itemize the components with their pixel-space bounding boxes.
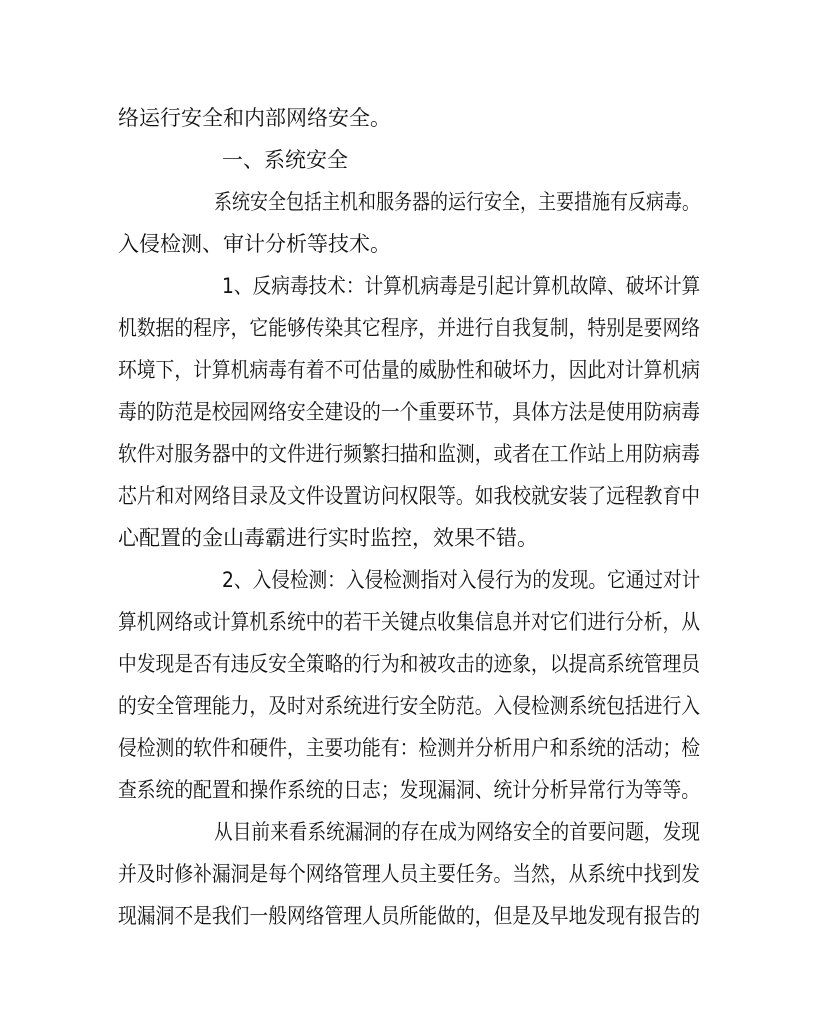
paragraph-line: 软件对服务器中的文件进行频繁扫描和监测，或者在工作站上用防病毒 (118, 442, 700, 466)
paragraph-line: 1、反病毒技术：计算机病毒是引起计算机故障、破坏计算 (222, 274, 701, 298)
section-heading: 一、系统安全 (222, 148, 348, 172)
paragraph-line: 机数据的程序，它能够传染其它程序，并进行自我复制，特别是要网络 (118, 316, 700, 340)
paragraph-line: 芯片和对网络目录及文件设置访问权限等。如我校就安装了远程教育中 (118, 484, 700, 508)
paragraph-line: 并及时修补漏洞是每个网络管理人员主要任务。当然，从系统中找到发 (118, 862, 700, 886)
paragraph-line: 环境下，计算机病毒有着不可估量的威胁性和破坏力，因此对计算机病 (118, 358, 700, 382)
paragraph-line: 入侵检测、审计分析等技术。 (118, 232, 391, 256)
paragraph-line: 毒的防范是校园网络安全建设的一个重要环节，具体方法是使用防病毒 (118, 400, 700, 424)
paragraph-line: 的安全管理能力，及时对系统进行安全防范。入侵检测系统包括进行入 (118, 694, 700, 718)
paragraph-line: 心配置的金山毒霸进行实时监控，效果不错。 (118, 526, 538, 550)
paragraph-line: 侵检测的软件和硬件，主要功能有：检测并分析用户和系统的活动；检 (118, 736, 700, 760)
paragraph-line: 查系统的配置和操作系统的日志；发现漏洞、统计分析异常行为等等。 (118, 778, 700, 802)
paragraph-line: 中发现是否有违反安全策略的行为和被攻击的迹象，以提高系统管理员 (118, 652, 700, 676)
paragraph-line: 2、入侵检测：入侵检测指对入侵行为的发现。它通过对计 (222, 568, 701, 592)
paragraph-line: 算机网络或计算机系统中的若干关键点收集信息并对它们进行分析，从 (118, 610, 700, 634)
paragraph-line: 系统安全包括主机和服务器的运行安全，主要措施有反病毒。 (214, 190, 700, 214)
paragraph-line: 络运行安全和内部网络安全。 (118, 106, 391, 130)
paragraph-line: 从目前来看系统漏洞的存在成为网络安全的首要问题，发现 (214, 820, 700, 844)
paragraph-line: 现漏洞不是我们一般网络管理人员所能做的，但是及早地发现有报告的 (118, 904, 700, 928)
